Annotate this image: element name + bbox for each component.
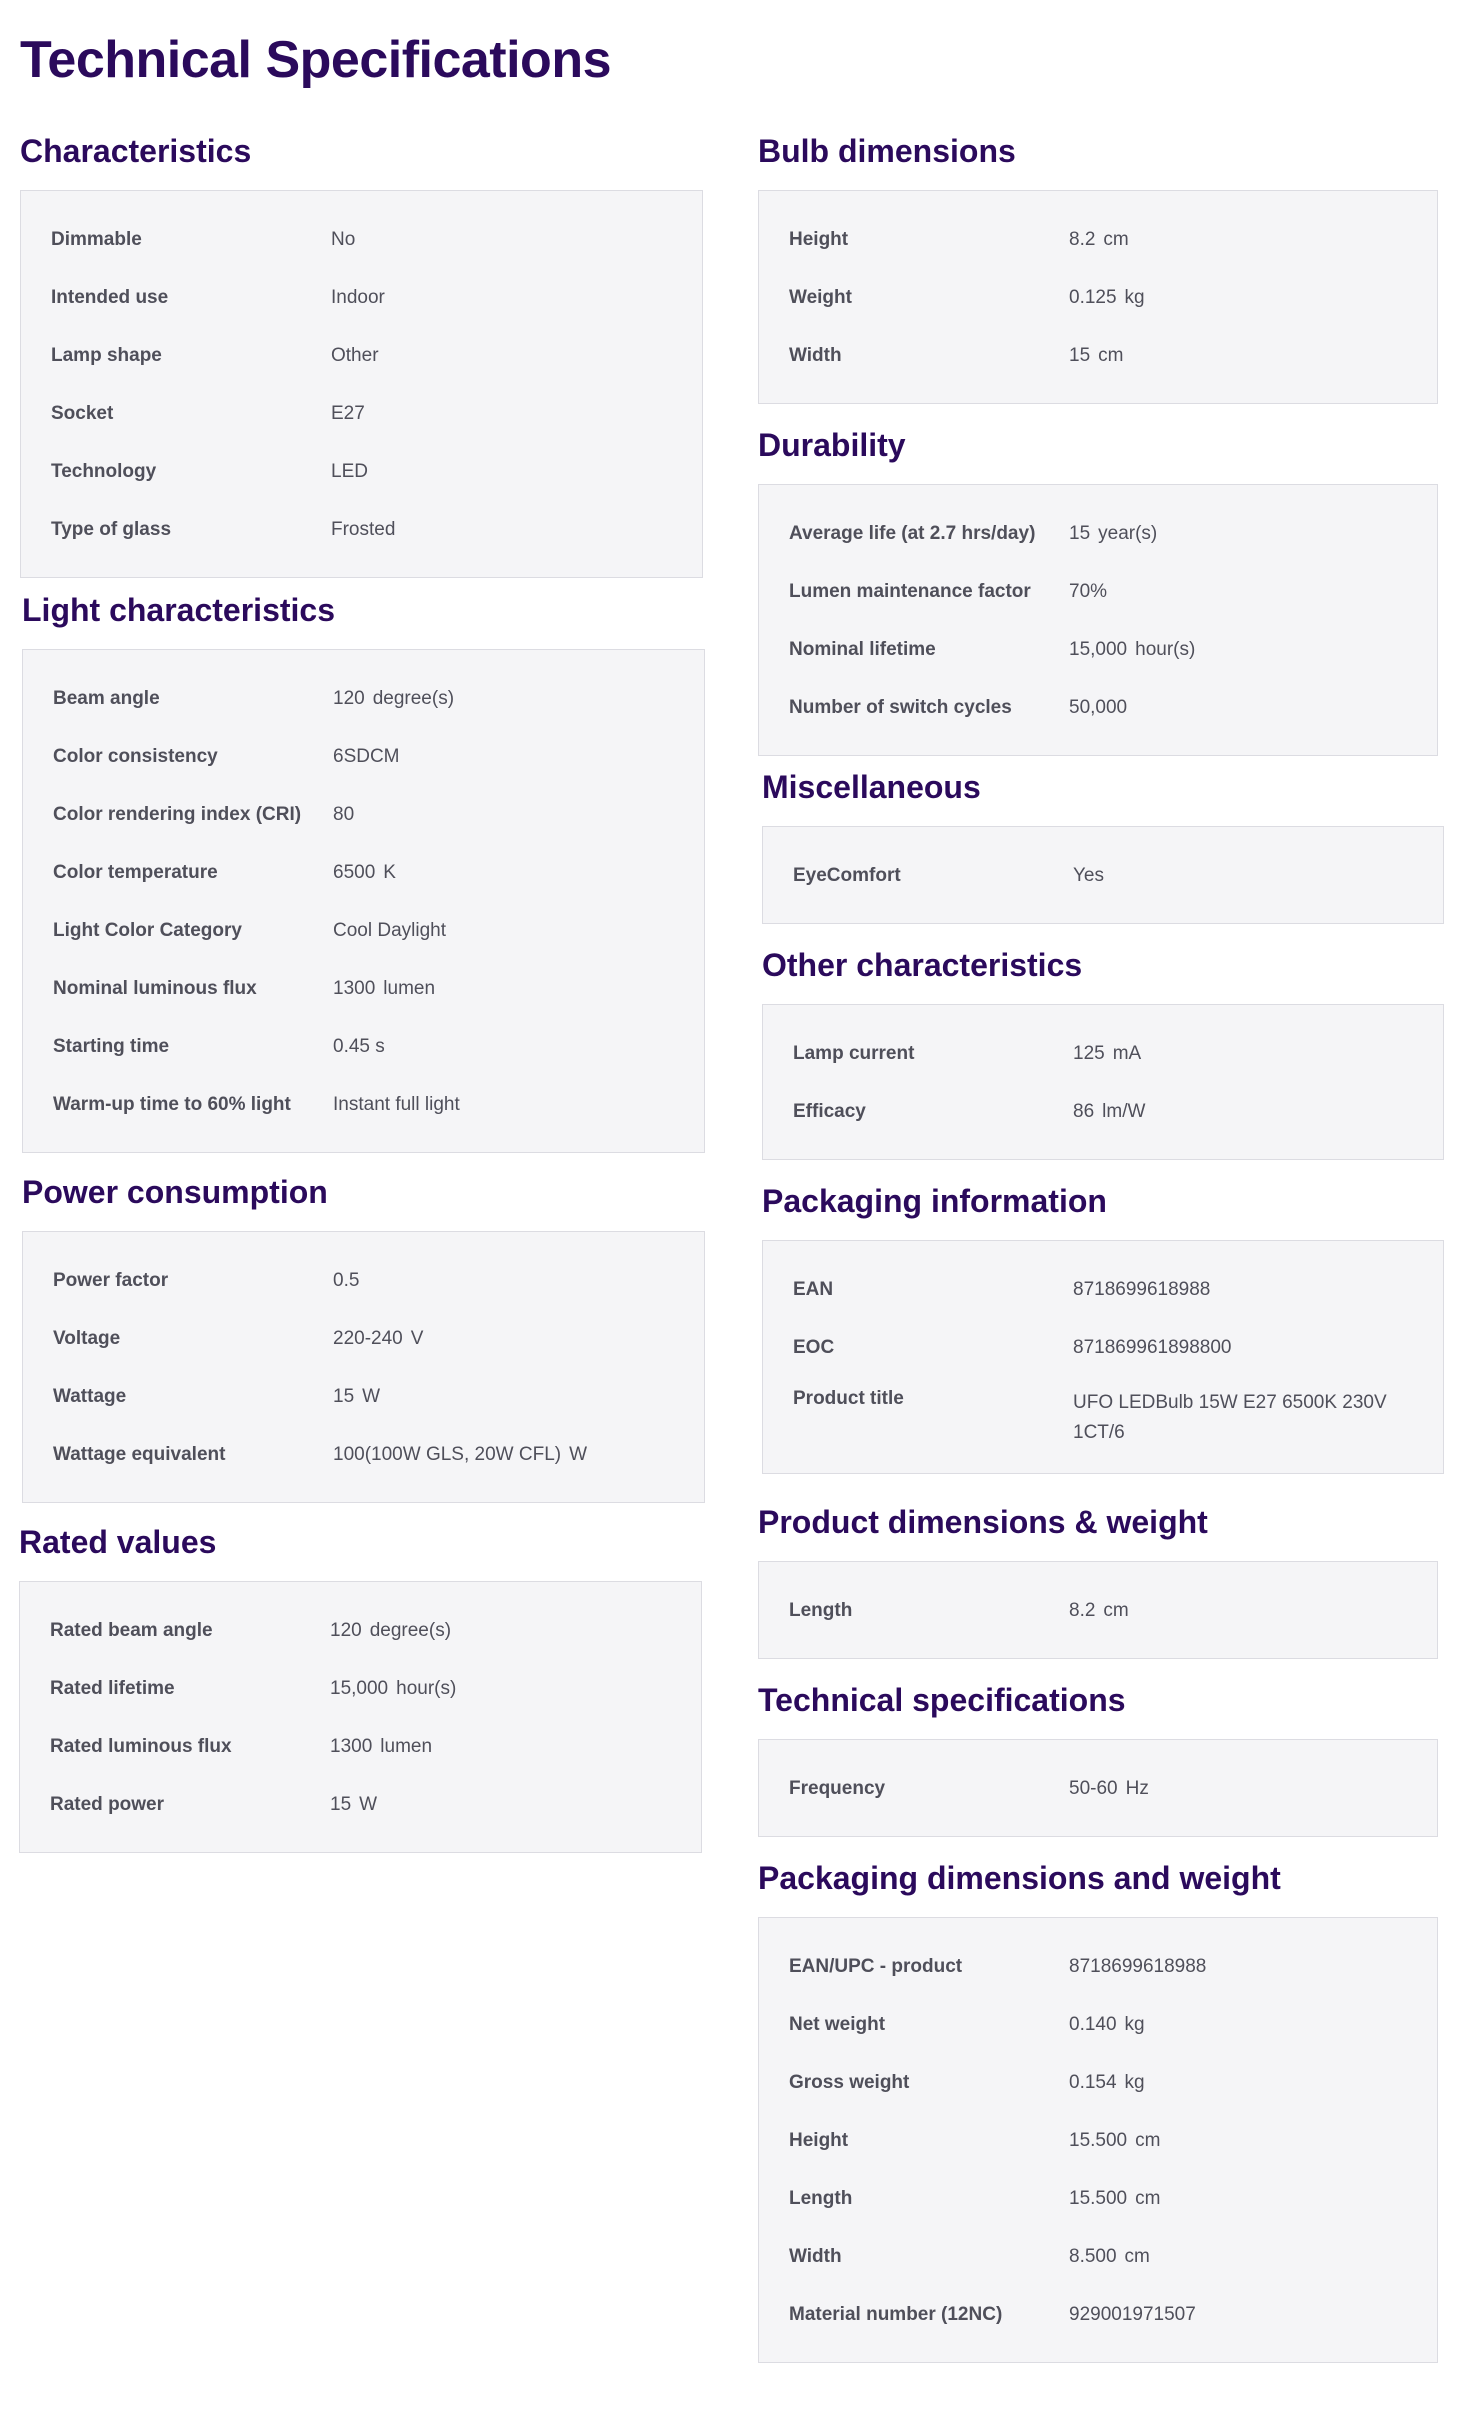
spec-value-text: 8.2 xyxy=(1069,1600,1096,1621)
spec-label: Weight xyxy=(789,287,852,308)
spec-row xyxy=(23,960,704,1018)
spec-value xyxy=(331,283,702,313)
spec-unit: lumen xyxy=(380,1736,433,1757)
spec-row xyxy=(759,2170,1437,2228)
spec-row xyxy=(23,902,704,960)
spec-label: Socket xyxy=(51,403,114,424)
spec-row xyxy=(759,2112,1437,2170)
spec-row xyxy=(21,443,702,501)
spec-value-text: 15 xyxy=(330,1794,352,1815)
spec-value xyxy=(1073,861,1443,891)
spec-value-text: 1300 xyxy=(330,1736,373,1757)
spec-row xyxy=(759,1938,1437,1996)
spec-value-text: 15 xyxy=(333,1386,355,1407)
spec-row xyxy=(23,1368,704,1426)
section-title: Characteristics xyxy=(20,133,252,169)
spec-value-text: 8718699618988 xyxy=(1069,1956,1207,1977)
spec-row xyxy=(759,621,1437,679)
spec-label: Type of glass xyxy=(51,519,172,540)
spec-value-text: Cool Daylight xyxy=(333,920,446,941)
spec-value xyxy=(333,1032,704,1062)
spec-value-text: 80 xyxy=(333,804,355,825)
spec-value-text: 125 xyxy=(1073,1043,1105,1064)
spec-row xyxy=(21,269,702,327)
spec-row xyxy=(759,1582,1437,1640)
spec-value-text: 15 xyxy=(1069,523,1091,544)
spec-unit: Hz xyxy=(1125,1778,1149,1799)
spec-unit: W xyxy=(569,1444,588,1465)
spec-value-text: 0.45 s xyxy=(333,1036,385,1057)
spec-unit: hour(s) xyxy=(1135,639,1196,660)
section-other-characteristics xyxy=(762,940,1444,1160)
spec-label: Height xyxy=(789,229,849,250)
spec-value xyxy=(333,1440,704,1470)
spec-value xyxy=(1069,1952,1437,1982)
spec-value xyxy=(331,515,702,545)
spec-label: Lamp shape xyxy=(51,345,162,366)
spec-value-text: 86 xyxy=(1073,1101,1095,1122)
spec-label: Nominal luminous flux xyxy=(53,978,257,999)
spec-value xyxy=(1069,283,1437,313)
spec-row xyxy=(20,1776,701,1834)
spec-row xyxy=(763,1261,1443,1319)
section-title: Durability xyxy=(758,427,906,463)
spec-unit: V xyxy=(410,1328,424,1349)
spec-label: Length xyxy=(789,2188,853,2209)
spec-row xyxy=(21,327,702,385)
spec-box xyxy=(22,649,705,1153)
spec-box xyxy=(758,1917,1438,2363)
spec-value xyxy=(333,1324,704,1354)
spec-value xyxy=(331,341,702,371)
spec-value-text: 15.500 xyxy=(1069,2130,1128,2151)
spec-box xyxy=(758,190,1438,404)
section-title: Packaging information xyxy=(762,1183,1107,1219)
spec-row xyxy=(23,786,704,844)
spec-value-text: 50,000 xyxy=(1069,697,1128,718)
spec-row xyxy=(23,728,704,786)
spec-label: EAN/UPC - product xyxy=(789,1956,963,1977)
spec-value-text: 8.500 xyxy=(1069,2246,1117,2267)
spec-row xyxy=(759,505,1437,563)
spec-row xyxy=(23,1252,704,1310)
spec-unit: W xyxy=(359,1794,378,1815)
spec-label: EAN xyxy=(793,1279,834,1300)
section-packaging-dimensions xyxy=(758,1853,1438,2363)
section-technical-specifications xyxy=(758,1675,1438,1837)
spec-row xyxy=(23,1018,704,1076)
section-title: Technical specifications xyxy=(758,1682,1126,1718)
spec-value-text: Indoor xyxy=(331,287,385,308)
spec-label: EyeComfort xyxy=(793,865,901,886)
spec-value-text: 0.140 xyxy=(1069,2014,1117,2035)
spec-label: Wattage xyxy=(53,1386,127,1407)
spec-value xyxy=(1069,2068,1437,2098)
spec-unit: cm xyxy=(1098,345,1124,366)
spec-box xyxy=(758,1561,1438,1659)
spec-label: Wattage equivalent xyxy=(53,1444,226,1465)
spec-box xyxy=(762,826,1444,924)
section-title: Miscellaneous xyxy=(762,769,981,805)
spec-row xyxy=(759,2228,1437,2286)
spec-row xyxy=(759,2054,1437,2112)
spec-value-text: Frosted xyxy=(331,519,396,540)
spec-value xyxy=(333,858,704,888)
spec-row xyxy=(20,1718,701,1776)
spec-unit: kg xyxy=(1124,2072,1145,2093)
spec-value-text: 70% xyxy=(1069,581,1108,602)
spec-value-text: 120 xyxy=(333,688,365,709)
spec-value-text: 50-60 xyxy=(1069,1778,1118,1799)
spec-row xyxy=(763,847,1443,905)
spec-row xyxy=(21,501,702,559)
spec-row xyxy=(20,1660,701,1718)
spec-box xyxy=(22,1231,705,1503)
spec-value xyxy=(333,1382,704,1412)
spec-row xyxy=(21,211,702,269)
spec-value xyxy=(1069,577,1437,607)
spec-row xyxy=(763,1377,1443,1455)
spec-value xyxy=(333,742,704,772)
spec-unit: cm xyxy=(1103,229,1129,250)
spec-box xyxy=(758,484,1438,756)
spec-unit: degree(s) xyxy=(372,688,455,709)
spec-unit: lumen xyxy=(383,978,436,999)
section-title: Packaging dimensions and weight xyxy=(758,1860,1281,1896)
section-bulb-dimensions xyxy=(758,126,1438,404)
spec-label: Color rendering index (CRI) xyxy=(53,804,302,825)
spec-value-text: 6SDCM xyxy=(333,746,400,767)
spec-label: Height xyxy=(789,2130,849,2151)
spec-label: Starting time xyxy=(53,1036,170,1057)
spec-row xyxy=(763,1319,1443,1377)
spec-value xyxy=(1069,1596,1437,1626)
spec-unit: year(s) xyxy=(1098,523,1158,544)
spec-row xyxy=(759,563,1437,621)
spec-row xyxy=(759,269,1437,327)
section-miscellaneous xyxy=(762,762,1444,924)
spec-label: Product title xyxy=(793,1388,904,1409)
spec-row xyxy=(23,670,704,728)
spec-value-text: 8718699618988 xyxy=(1073,1279,1211,1300)
spec-value-text: 15,000 xyxy=(330,1678,389,1699)
spec-unit: degree(s) xyxy=(369,1620,452,1641)
spec-unit: K xyxy=(383,862,396,883)
spec-value xyxy=(1069,2300,1437,2330)
section-title: Light characteristics xyxy=(22,592,335,628)
spec-value xyxy=(1073,1097,1443,1127)
spec-label: Technology xyxy=(51,461,157,482)
spec-value xyxy=(1069,2184,1437,2214)
spec-label: Net weight xyxy=(789,2014,886,2035)
section-product-dimensions xyxy=(758,1497,1438,1659)
spec-label: Length xyxy=(789,1600,853,1621)
spec-unit: hour(s) xyxy=(396,1678,457,1699)
spec-label: Power factor xyxy=(53,1270,169,1291)
spec-box xyxy=(20,190,703,578)
section-title: Bulb dimensions xyxy=(758,133,1016,169)
spec-value xyxy=(1069,1774,1437,1804)
spec-row xyxy=(759,679,1437,737)
spec-value-text: Other xyxy=(331,345,379,366)
spec-label: Rated beam angle xyxy=(50,1620,213,1641)
spec-label: Gross weight xyxy=(789,2072,910,2093)
section-rated-values xyxy=(19,1517,702,1853)
spec-row xyxy=(21,385,702,443)
spec-row xyxy=(759,327,1437,385)
spec-label: Width xyxy=(789,2246,842,2267)
spec-unit: cm xyxy=(1103,1600,1129,1621)
spec-unit: cm xyxy=(1124,2246,1150,2267)
section-power-consumption xyxy=(22,1167,705,1503)
spec-value xyxy=(333,684,704,714)
section-title: Rated values xyxy=(19,1524,217,1560)
spec-value xyxy=(1069,2126,1437,2156)
spec-label: Efficacy xyxy=(793,1101,866,1122)
spec-label: Width xyxy=(789,345,842,366)
spec-value-text: 220-240 xyxy=(333,1328,403,1349)
spec-value xyxy=(1069,519,1437,549)
spec-value xyxy=(1073,1333,1443,1363)
spec-unit: cm xyxy=(1135,2188,1161,2209)
section-title: Product dimensions & weight xyxy=(758,1504,1208,1540)
spec-unit: lm/W xyxy=(1102,1101,1146,1122)
spec-label: Voltage xyxy=(53,1328,121,1349)
spec-label: EOC xyxy=(793,1337,835,1358)
spec-value-text: Yes xyxy=(1073,865,1104,886)
spec-value-text: 0.154 xyxy=(1069,2072,1117,2093)
spec-unit: cm xyxy=(1135,2130,1161,2151)
spec-value-text: 100(100W GLS, 20W CFL) xyxy=(333,1444,562,1465)
spec-label: Lamp current xyxy=(793,1043,915,1064)
spec-value xyxy=(1069,635,1437,665)
spec-label: Light Color Category xyxy=(53,920,242,941)
spec-value xyxy=(1073,1275,1443,1305)
section-characteristics xyxy=(20,126,703,578)
spec-value-text: UFO LEDBulb 15W E27 6500K 230V 1CT/6 xyxy=(1073,1392,1387,1443)
spec-row xyxy=(23,1076,704,1134)
spec-value xyxy=(330,1616,701,1646)
spec-value-text: E27 xyxy=(331,403,365,424)
spec-value-text: 8.2 xyxy=(1069,229,1096,250)
spec-label: Frequency xyxy=(789,1778,886,1799)
spec-value-text: Instant full light xyxy=(333,1094,460,1115)
spec-value-text: No xyxy=(331,229,356,250)
spec-unit: W xyxy=(362,1386,381,1407)
spec-value-text: 120 xyxy=(330,1620,362,1641)
spec-label: Nominal lifetime xyxy=(789,639,936,660)
spec-label: Dimmable xyxy=(51,229,142,250)
spec-unit: kg xyxy=(1124,287,1145,308)
spec-value xyxy=(1069,225,1437,255)
spec-value-text: 871869961898800 xyxy=(1073,1337,1232,1358)
spec-label: Color temperature xyxy=(53,862,218,883)
spec-label: Average life (at 2.7 hrs/day) xyxy=(789,523,1036,544)
spec-value xyxy=(333,1266,704,1296)
spec-unit: kg xyxy=(1124,2014,1145,2035)
spec-label: Rated power xyxy=(50,1794,165,1815)
spec-row xyxy=(23,1426,704,1484)
spec-label: Number of switch cycles xyxy=(789,697,1012,718)
spec-box xyxy=(762,1004,1444,1160)
section-title: Other characteristics xyxy=(762,947,1083,983)
spec-value xyxy=(1069,2010,1437,2040)
spec-row xyxy=(759,211,1437,269)
spec-value xyxy=(330,1732,701,1762)
spec-value xyxy=(1069,2242,1437,2272)
spec-box xyxy=(758,1739,1438,1837)
spec-label: Warm-up time to 60% light xyxy=(53,1094,291,1115)
spec-value xyxy=(333,1090,704,1120)
spec-value xyxy=(1069,341,1437,371)
section-title: Power consumption xyxy=(22,1174,328,1210)
section-durability xyxy=(758,420,1438,756)
spec-row xyxy=(23,844,704,902)
spec-value xyxy=(330,1790,701,1820)
spec-value-text: 0.5 xyxy=(333,1270,360,1291)
spec-value-text: 15 xyxy=(1069,345,1091,366)
spec-label: Rated lifetime xyxy=(50,1678,175,1699)
spec-unit: mA xyxy=(1112,1043,1142,1064)
spec-value xyxy=(333,916,704,946)
spec-row xyxy=(763,1025,1443,1083)
spec-value xyxy=(331,457,702,487)
spec-row xyxy=(763,1083,1443,1141)
spec-label: Material number (12NC) xyxy=(789,2304,1003,2325)
spec-value-text: 6500 xyxy=(333,862,376,883)
spec-box xyxy=(762,1240,1444,1474)
spec-value-text: 1300 xyxy=(333,978,376,999)
spec-value xyxy=(333,974,704,1004)
spec-value xyxy=(1073,1039,1443,1069)
spec-row xyxy=(759,1760,1437,1818)
spec-value-text: 15.500 xyxy=(1069,2188,1128,2209)
spec-value-text: LED xyxy=(331,461,368,482)
spec-label: Rated luminous flux xyxy=(50,1736,232,1757)
spec-row xyxy=(759,1996,1437,2054)
spec-value xyxy=(331,399,702,429)
section-packaging-information xyxy=(762,1176,1444,1474)
spec-value xyxy=(1073,1388,1443,1448)
spec-label: Beam angle xyxy=(53,688,160,709)
spec-value-text: 0.125 xyxy=(1069,287,1117,308)
spec-label: Lumen maintenance factor xyxy=(789,581,1031,602)
spec-row xyxy=(759,2286,1437,2344)
spec-value-text: 929001971507 xyxy=(1069,2304,1196,2325)
section-light-characteristics xyxy=(22,585,705,1153)
spec-row xyxy=(20,1602,701,1660)
spec-label: Intended use xyxy=(51,287,169,308)
spec-box xyxy=(19,1581,702,1853)
page-title: Technical Specifications xyxy=(20,31,612,89)
spec-value xyxy=(330,1674,701,1704)
spec-value xyxy=(333,800,704,830)
spec-row xyxy=(23,1310,704,1368)
spec-value xyxy=(1069,693,1437,723)
spec-label: Color consistency xyxy=(53,746,218,767)
spec-value-text: 15,000 xyxy=(1069,639,1128,660)
spec-value xyxy=(331,225,702,255)
